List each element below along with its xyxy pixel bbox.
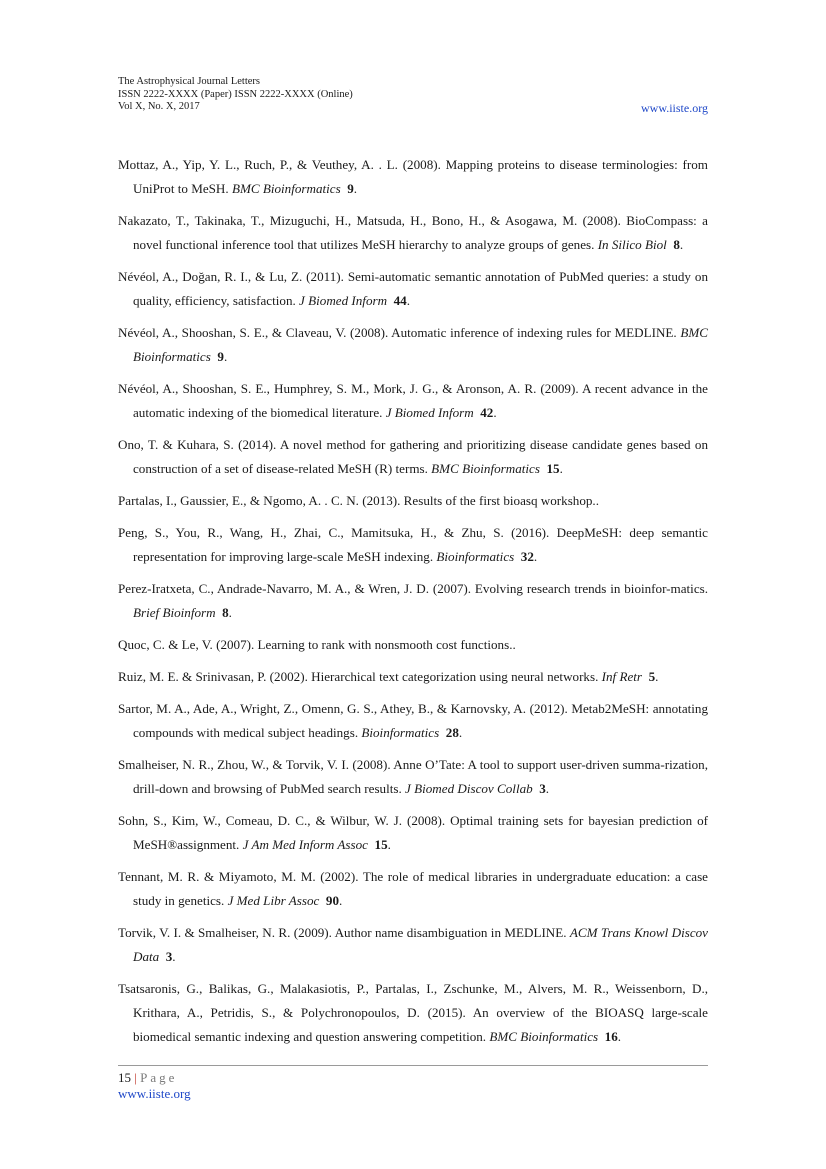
reference-journal: J Biomed Inform [385,405,474,420]
reference-text: Quoc, C. & Le, V. (2007). Learning to rank with nonsmooth cost functions. [118,637,513,652]
reference-volume: 44 [393,293,407,308]
reference-text: Sohn, S., Kim, W., Comeau, D. C., & Wilbur, W. J. (2008). Optimal training sets for bayesian prediction of MeSH®assignment. [118,813,708,852]
reference-journal: Inf Retr [601,669,643,684]
reference-entry: Sartor, M. A., Ade, A., Wright, Z., Omenn, G. S., Athey, B., & Karnovsky, A. (2012). Metab2MeSH: annotating compounds with medical subject headings. Bioinformatics 28. [118,701,708,740]
reference-text: Tennant, M. R. & Miyamoto, M. M. (2002). The role of medical libraries in undergraduate education: a case study in genetics. [118,869,708,908]
reference-text: Smalheiser, N. R., Zhou, W., & Torvik, V. I. (2008). Anne O’Tate: A tool to support user-driven summa-rization, drill-down and browsing of PubMed search results. [118,757,708,796]
page-footer [118,1070,191,1102]
reference-entry: Perez-Iratxeta, C., Andrade-Navarro, M. A., & Wren, J. D. (2007). Evolving research trends in bioinfor-matics. Brief Bioinform 8. [118,581,708,620]
reference-list [118,153,708,1057]
reference-volume: 16 [604,1029,618,1044]
reference-entry: Névéol, A., Shooshan, S. E., Humphrey, S. M., Mork, J. G., & Aronson, A. R. (2009). A recent advance in the automatic indexing of the biomedical literature. J Biomed Inform 42. [118,381,708,420]
reference-entry: Torvik, V. I. & Smalheiser, N. R. (2009). Author name disambiguation in MEDLINE. ACM Trans Knowl Discov Data 3. [118,925,708,964]
reference-volume: 9 [347,181,354,196]
reference-volume: 8 [222,605,229,620]
header-website-link[interactable]: www.iiste.org [641,101,708,115]
reference-entry: Partalas, I., Gaussier, E., & Ngomo, A. . C. N. (2013). Results of the first bioasq workshop.. [118,493,599,508]
reference-journal: ACM Trans Knowl Discov Data [133,925,708,964]
reference-text: Mottaz, A., Yip, Y. L., Ruch, P., & Veuthey, A. . L. (2008). Mapping proteins to disease terminologies: from UniProt to MeSH. [118,157,708,196]
reference-text: Ono, T. & Kuhara, S. (2014). A novel method for gathering and prioritizing disease candidate genes based on construction of a set of disease-related MeSH (R) terms. [118,437,708,476]
reference-entry: Tennant, M. R. & Miyamoto, M. M. (2002). The role of medical libraries in undergraduate education: a case study in genetics. J Med Libr Assoc 90. [118,869,708,908]
issn-line: ISSN 2222-XXXX (Paper) ISSN 2222-XXXX (Online) [118,88,353,100]
reference-journal: In Silico Biol [597,237,667,252]
reference-volume: 8 [673,237,680,252]
reference-journal: BMC Bioinformatics [431,461,540,476]
reference-journal: BMC Bioinformatics [489,1029,599,1044]
reference-entry: Tsatsaronis, G., Balikas, G., Malakasiotis, P., Partalas, I., Zschunke, M., Alvers, M. R., Weissenborn, D., Krithara, A., Petridis, S., & Polychronopoulos, D. (2015). An overview of the BIOASQ large-scale biomedical semantic indexing and question answering competition. BMC Bioinformatics 16. [118,981,708,1044]
reference-journal: Bioinformatics [361,725,440,740]
reference-journal: J Am Med Inform Assoc [242,837,368,852]
reference-journal: J Med Libr Assoc [227,893,320,908]
reference-text: Partalas, I., Gaussier, E., & Ngomo, A. . C. N. (2013). Results of the first bioasq workshop. [118,493,596,508]
reference-journal: Brief Bioinform [133,605,216,620]
footer-website-link[interactable]: www.iiste.org [118,1086,191,1101]
page-header [118,76,708,114]
footer-divider [118,1065,708,1066]
reference-text: Névéol, A., Shooshan, S. E., Humphrey, S. M., Mork, J. G., & Aronson, A. R. (2009). A recent advance in the automatic indexing of the biomedical literature. [118,381,708,420]
reference-volume: 42 [480,405,494,420]
reference-volume: 9 [217,349,224,364]
reference-entry: Névéol, A., Doğan, R. I., & Lu, Z. (2011). Semi-automatic semantic annotation of PubMed queries: a study on quality, efficiency, satisfaction. J Biomed Inform 44. [118,269,708,308]
journal-title: The Astrophysical Journal Letters [118,76,261,87]
reference-journal: J Biomed Discov Collab [405,781,533,796]
reference-entry: Peng, S., You, R., Wang, H., Zhai, C., Mamitsuka, H., & Zhu, S. (2016). DeepMeSH: deep semantic representation for improving large-scale MeSH indexing. Bioinformatics 32. [118,525,708,564]
reference-text: Névéol, A., Doğan, R. I., & Lu, Z. (2011). Semi-automatic semantic annotation of PubMed queries: a study on quality, efficiency, satisfaction. [118,269,708,308]
page-separator: | [134,1070,137,1085]
reference-journal: J Biomed Inform [299,293,388,308]
reference-text: Sartor, M. A., Ade, A., Wright, Z., Omenn, G. S., Athey, B., & Karnovsky, A. (2012). Metab2MeSH: annotating compounds with medical subject headings. [118,701,708,740]
volume-line: Vol X, No. X, 2017 [118,101,200,112]
reference-text: Nakazato, T., Takinaka, T., Mizuguchi, H., Matsuda, H., Bono, H., & Asogawa, M. (2008). BioCompass: a novel functional inference tool that utilizes MeSH hierarchy to analyze groups of genes. [118,213,708,252]
reference-volume: 90 [325,893,339,908]
reference-text: Perez-Iratxeta, C., Andrade-Navarro, M. A., & Wren, J. D. (2007). Evolving research trends in bioinfor-matics. [118,581,708,596]
page-label: Page [140,1070,178,1085]
reference-entry: Sohn, S., Kim, W., Comeau, D. C., & Wilbur, W. J. (2008). Optimal training sets for bayesian prediction of MeSH®assignment. J Am Med Inform Assoc 15. [118,813,708,852]
reference-entry: Mottaz, A., Yip, Y. L., Ruch, P., & Veuthey, A. . L. (2008). Mapping proteins to disease terminologies: from UniProt to MeSH. BMC Bioinformatics 9. [118,157,708,196]
reference-volume: 15 [546,461,560,476]
reference-entry: Nakazato, T., Takinaka, T., Mizuguchi, H., Matsuda, H., Bono, H., & Asogawa, M. (2008). BioCompass: a novel functional inference tool that utilizes MeSH hierarchy to analyze groups of genes. In Silico Biol 8. [118,213,708,252]
reference-text: Ruiz, M. E. & Srinivasan, P. (2002). Hierarchical text categorization using neural networks. [118,669,599,684]
reference-entry: Quoc, C. & Le, V. (2007). Learning to rank with nonsmooth cost functions.. [118,637,516,652]
reference-entry: Ono, T. & Kuhara, S. (2014). A novel method for gathering and prioritizing disease candidate genes based on construction of a set of disease-related MeSH (R) terms. BMC Bioinformatics 15. [118,437,708,476]
reference-entry: Ruiz, M. E. & Srinivasan, P. (2002). Hierarchical text categorization using neural networks. Inf Retr 5. [118,669,659,684]
reference-text: Torvik, V. I. & Smalheiser, N. R. (2009). Author name disambiguation in MEDLINE. [118,925,567,940]
reference-volume: 3 [165,949,173,964]
reference-volume: 5 [648,669,656,684]
reference-volume: 3 [539,781,546,796]
reference-journal: BMC Bioinformatics [231,181,341,196]
reference-text: Névéol, A., Shooshan, S. E., & Claveau, V. (2008). Automatic inference of indexing rules for MEDLINE. [118,325,677,340]
reference-journal: Bioinformatics [436,549,515,564]
reference-volume: 15 [374,837,388,852]
page-number: 15 [118,1070,131,1085]
reference-text: Peng, S., You, R., Wang, H., Zhai, C., Mamitsuka, H., & Zhu, S. (2016). DeepMeSH: deep semantic representation for improving large-scale MeSH indexing. [118,525,708,564]
reference-volume: 32 [520,549,534,564]
reference-entry: Smalheiser, N. R., Zhou, W., & Torvik, V. I. (2008). Anne O’Tate: A tool to support user-driven summa-rization, drill-down and browsing of PubMed search results. J Biomed Discov Collab 3. [118,757,708,796]
reference-text: Tsatsaronis, G., Balikas, G., Malakasiotis, P., Partalas, I., Zschunke, M., Alvers, M. R., Weissenborn, D., Krithara, A., Petridis, S., & Polychronopoulos, D. (2015). An overview of the BIOASQ large-scale biomedical semantic indexing and question answering competition. [118,981,708,1044]
reference-journal: BMC Bioinformatics [133,325,708,364]
reference-entry: Névéol, A., Shooshan, S. E., & Claveau, V. (2008). Automatic inference of indexing rules for MEDLINE. BMC Bioinformatics 9. [118,325,708,364]
reference-volume: 28 [445,725,459,740]
